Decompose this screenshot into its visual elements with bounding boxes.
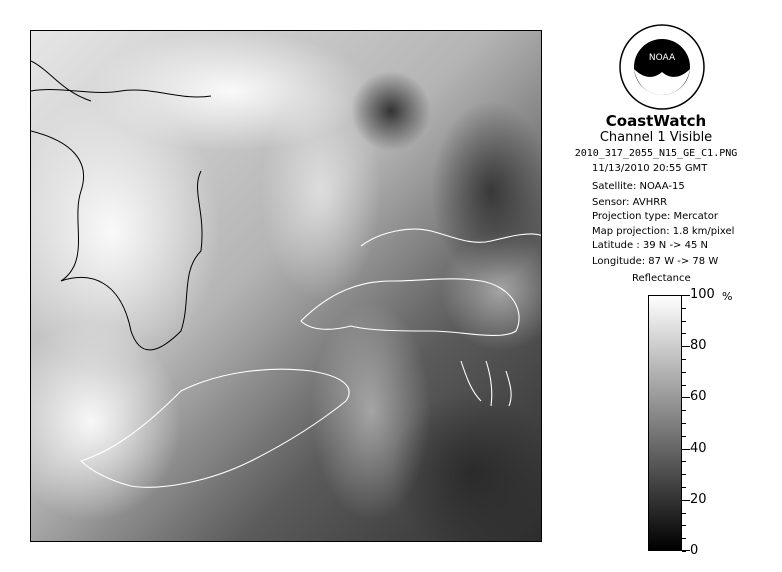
colorbar-minor-tick: [682, 461, 686, 462]
colorbar-label: Reflectance: [632, 273, 691, 284]
satellite-info: Satellite: NOAA-15: [592, 181, 685, 192]
colorbar-minor-tick: [682, 487, 686, 488]
colorbar-tick-label: 40: [690, 441, 707, 456]
colorbar-minor-tick: [682, 513, 686, 514]
colorbar-minor-tick: [682, 397, 686, 398]
colorbar: [648, 295, 682, 551]
satellite-imagery: [31, 31, 542, 542]
sensor-info: Sensor: AVHRR: [592, 197, 668, 208]
colorbar-minor-tick: [682, 295, 686, 296]
colorbar-minor-tick: [682, 346, 686, 347]
colorbar-tick-label: 100: [690, 287, 715, 302]
logo-text: NOAA: [648, 53, 676, 63]
colorbar-minor-tick: [682, 474, 686, 475]
colorbar-minor-tick: [682, 500, 686, 501]
latitude-info: Latitude : 39 N -> 45 N: [592, 240, 708, 251]
app-title: CoastWatch: [605, 112, 707, 130]
legend-panel: [556, 0, 782, 572]
satellite-image: [30, 30, 542, 542]
colorbar-tick-label: 80: [690, 338, 707, 353]
colorbar-minor-tick: [682, 308, 686, 309]
longitude-info: Longitude: 87 W -> 78 W: [592, 256, 719, 267]
colorbar-minor-tick: [682, 436, 686, 437]
colorbar-tick-label: 60: [690, 389, 707, 404]
channel-label: Channel 1 Visible: [599, 130, 713, 145]
colorbar-minor-tick: [682, 551, 686, 552]
colorbar-minor-tick: [682, 538, 686, 539]
colorbar-minor-tick: [682, 321, 686, 322]
projection-info: Projection type: Mercator: [592, 211, 718, 222]
colorbar-minor-tick: [682, 410, 686, 411]
colorbar-minor-tick: [682, 423, 686, 424]
colorbar-tick-label: 20: [690, 492, 707, 507]
colorbar-minor-tick: [682, 333, 686, 334]
date-time: 11/13/2010 20:55 GMT: [592, 163, 708, 174]
noaa-logo-icon: [619, 24, 705, 110]
colorbar-minor-tick: [682, 449, 686, 450]
filename-label: 2010_317_2055_N15_GE_C1.PNG: [574, 148, 738, 159]
colorbar-unit: %: [722, 290, 733, 303]
map-projection-info: Map projection: 1.8 km/pixel: [592, 226, 735, 237]
colorbar-minor-tick: [682, 525, 686, 526]
colorbar-minor-tick: [682, 372, 686, 373]
colorbar-tick-label: 0: [690, 543, 699, 558]
colorbar-minor-tick: [682, 359, 686, 360]
colorbar-minor-tick: [682, 385, 686, 386]
